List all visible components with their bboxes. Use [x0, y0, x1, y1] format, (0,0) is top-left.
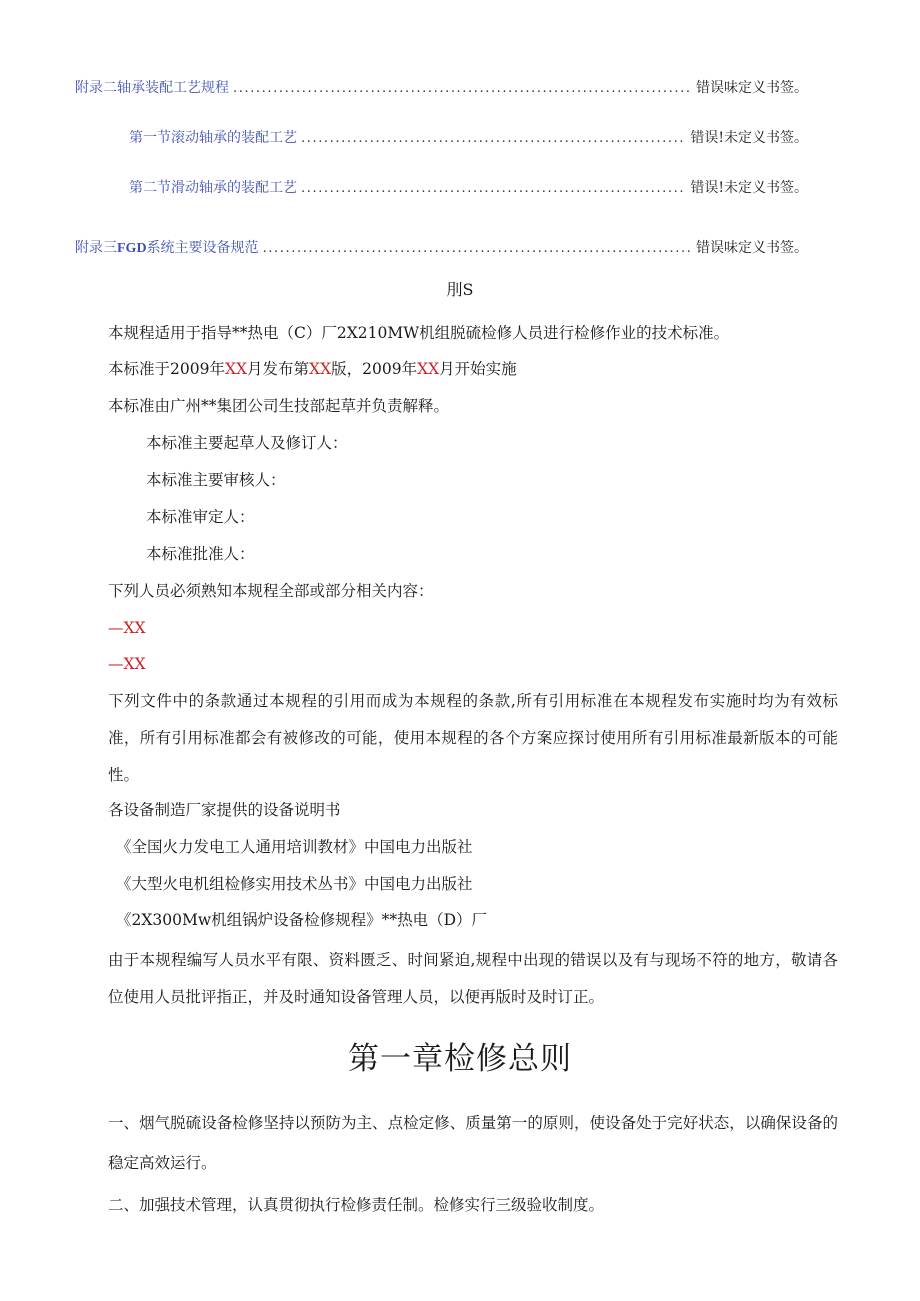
reviewer-label: 本标准主要审核人：: [146, 471, 286, 489]
toc-entry[interactable]: [129, 127, 808, 149]
must-know-line: 下列人员必须熟知本规程全部或部分相关内容：: [108, 582, 434, 600]
foreword-release-line: [108, 358, 517, 380]
foreword-drafting-line: 本标准由广州**集团公司生技部起草并负责解释。: [108, 397, 450, 415]
foreword-heading: 刖S: [446, 280, 474, 299]
chapter-paragraph: 一、烟气脱硫设备检修坚持以预防为主、点检定修、质量第一的原则，使设备处于完好状态，以确保设备的稳定高效运行。: [108, 1114, 838, 1172]
toc-entry[interactable]: [75, 77, 808, 99]
release-text: 月发布第: [247, 360, 310, 378]
toc-leader-dots: [301, 131, 686, 146]
release-text: 本标准于2009年: [108, 360, 225, 378]
drafter-label: 本标准主要起草人及修订人：: [146, 434, 348, 452]
release-text: 月开始实施: [439, 360, 517, 378]
toc-leader-dots: [263, 241, 692, 256]
references-intro-paragraph: 下列文件中的条款通过本规程的引用而成为本规程的条款,所有引用标准在本规程发布实施时均为有效标准，所有引用标准都会有被修改的可能，使用本规程的各个方案应探讨使用所有引用标准最新版本的可能性。: [108, 692, 838, 784]
toc-entry-title[interactable]: [75, 237, 259, 257]
toc-entry-title-prefix: 附录三: [75, 240, 117, 256]
toc-entry-title[interactable]: 第一节滚动轴承的装配工艺: [129, 130, 297, 146]
toc-entry-page: 错误味定义书签。: [696, 240, 808, 256]
reference-item: 《大型火电机组检修实用技术丛书》中国电力出版社: [116, 875, 473, 893]
toc-entry-page: 错误!未定义书签。: [690, 130, 808, 146]
toc-entry-title[interactable]: 第二节滑动轴承的装配工艺: [129, 180, 297, 196]
toc-entry[interactable]: [129, 177, 808, 199]
toc-leader-dots: [233, 81, 692, 96]
foreword-scope-line: 本规程适用于指导**热电（C）厂2X210MW机组脱硫检修人员进行检修作业的技术标准。: [108, 324, 730, 342]
toc-entry[interactable]: [75, 237, 808, 259]
apology-paragraph: 由于本规程编写人员水平有限、资料匮乏、时间紧迫,规程中出现的错误以及有与现场不符的地方，敬请各位使用人员批评指正，并及时通知设备管理人员，以便再版时及时订正。: [108, 951, 838, 1006]
toc-leader-dots: [301, 181, 686, 196]
person-placeholder: —XX: [108, 619, 146, 637]
placeholder-month: XX: [417, 360, 440, 378]
reference-item: 《2X300Mw机组锅炉设备检修规程》**热电（D）厂: [116, 911, 488, 929]
approver-label: 本标准批准人：: [146, 545, 255, 563]
toc-entry-page: 错误味定义书签。: [696, 80, 808, 96]
person-placeholder: —XX: [108, 655, 146, 673]
reference-item: 各设备制造厂家提供的设备说明书: [108, 801, 341, 819]
chapter-title: 第一章检修总则: [348, 1041, 572, 1077]
chapter-paragraph: 二、加强技术管理，认真贯彻执行检修责任制。检修实行三级验收制度。: [108, 1196, 605, 1214]
toc-entry-title-suffix: 系统主要设备规范: [146, 240, 259, 256]
toc-entry-title[interactable]: 附录二轴承装配工艺规程: [75, 80, 229, 96]
placeholder-edition: XX: [309, 360, 332, 378]
release-text: 版，2009年: [331, 360, 418, 378]
checker-label: 本标准审定人：: [146, 508, 255, 526]
toc-entry-page: 错误!未定义书签。: [690, 180, 808, 196]
reference-item: 《全国火力发电工人通用培训教材》中国电力出版社: [116, 838, 473, 856]
toc-entry-title-bold: FGD: [117, 241, 147, 256]
placeholder-month: XX: [224, 360, 248, 378]
